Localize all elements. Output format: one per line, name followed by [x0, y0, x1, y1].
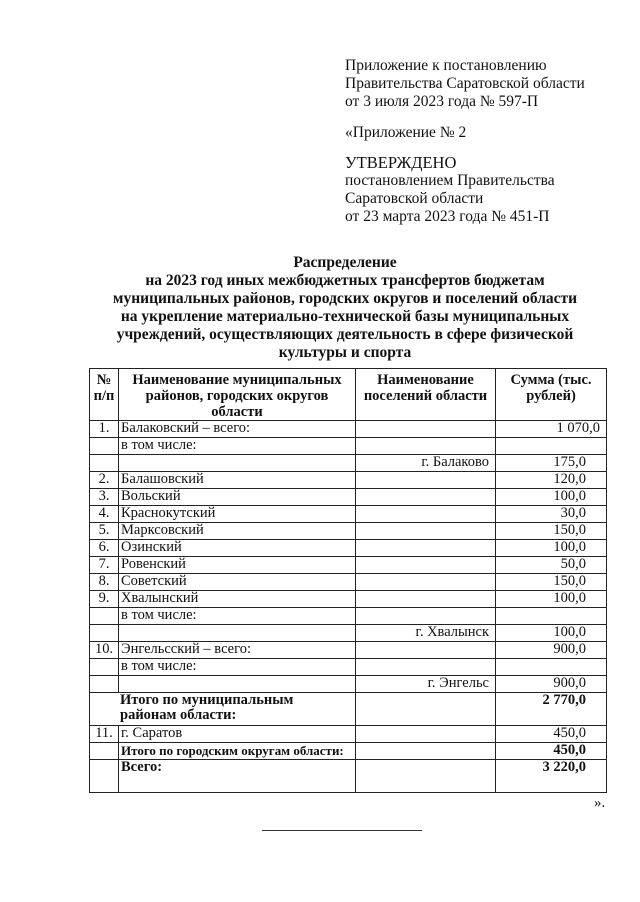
total-urban-value: 450,0 [496, 743, 607, 760]
table-row: 9. Хвалынский 100,0 [90, 591, 607, 608]
grand-total-value: 3 220,0 [496, 760, 607, 793]
table-row: 5. Марксовский 150,0 [90, 523, 607, 540]
approval-line: от 23 марта 2023 года № 451-П [345, 208, 550, 225]
table-row: в том числе: [90, 438, 607, 455]
total-urban-row [90, 743, 607, 760]
closing-quote: ». [594, 795, 606, 811]
approval-block [345, 154, 555, 226]
total-districts-value: 2 770,0 [496, 693, 607, 726]
total-urban-label: Итого по городским округам области: [119, 743, 356, 760]
total-districts-row [90, 693, 607, 726]
table-row: в том числе: [90, 608, 607, 625]
approval-line: Саратовской области [345, 190, 484, 207]
col-header-no: № п/п [90, 369, 119, 421]
table-row: 8. Советский 150,0 [90, 574, 607, 591]
table-header-row [90, 369, 607, 421]
appendix-header [345, 57, 585, 111]
document-title: Распределение на 2023 год иных межбюджетных трансфертов бюджетам муниципальных районов, городских округов и поселений области на укрепление материально-технической базы муниципальных учреждений, осуществляющих деятельность в сфере физической культуры и спорта [112, 254, 578, 361]
table-row: 7. Ровенский 50,0 [90, 557, 607, 574]
total-districts-label: Итого по муниципальным районам области: [90, 693, 356, 726]
table-row: г. Хвалынск 100,0 [90, 625, 607, 642]
table-row: 11. г. Саратов 450,0 [90, 726, 607, 743]
appendix2-label: «Приложение № 2 [345, 124, 467, 141]
appendix-line: Правительства Саратовской области [345, 75, 585, 92]
footer-divider [262, 830, 422, 831]
table-row: г. Энгельс 900,0 [90, 676, 607, 693]
col-header-sum: Сумма (тыс. рублей) [496, 369, 607, 421]
table-row: 10. Энгельсский – всего: 900,0 [90, 642, 607, 659]
grand-total-label: Всего: [119, 760, 356, 793]
table-row: в том числе: [90, 659, 607, 676]
approval-line: постановлением Правительства [345, 172, 555, 189]
table-row: г. Балаково 175,0 [90, 455, 607, 472]
col-header-name: Наименование муниципальных районов, городских округов области [119, 369, 356, 421]
table-row: 4. Краснокутский 30,0 [90, 506, 607, 523]
grand-total-row [90, 760, 607, 793]
appendix-line: Приложение к постановлению [345, 57, 547, 74]
appendix-line: от 3 июля 2023 года № 597-П [345, 93, 539, 110]
table-row: 1. Балаковский – всего: 1 070,0 [90, 421, 607, 438]
table-row: 3. Вольский 100,0 [90, 489, 607, 506]
distribution-table [89, 368, 607, 793]
col-header-settlement: Наименование поселений области [356, 369, 496, 421]
table-row: 2. Балашовский 120,0 [90, 472, 607, 489]
approved-label: УТВЕРЖДЕНО [345, 153, 457, 172]
table-row: 6. Озинский 100,0 [90, 540, 607, 557]
